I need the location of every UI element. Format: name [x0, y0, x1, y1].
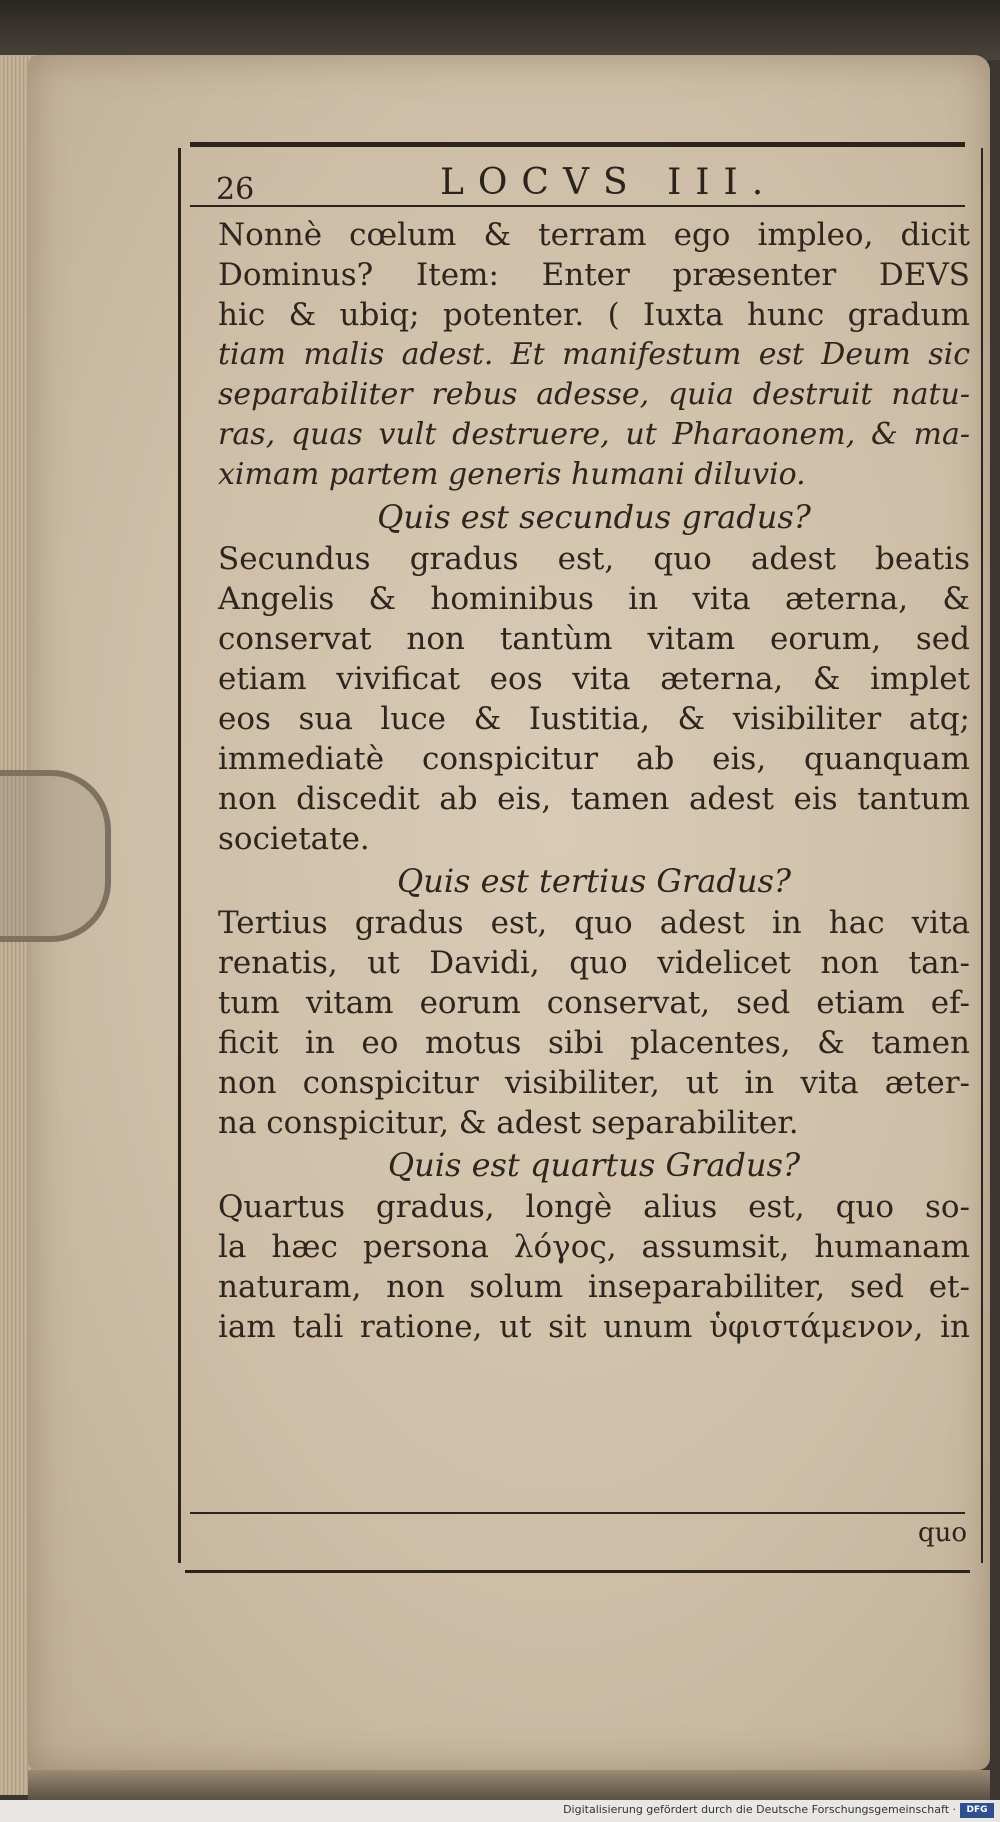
text-line: Nonnè cœlum & terram ego impleo, dicit	[218, 217, 970, 253]
text-line-italic: ximam partem generis humani diluvio.	[218, 457, 806, 492]
text-line: Secundus gradus est, quo adest beatis	[218, 541, 970, 577]
text-line: Dominus? Item: Enter præsenter DEVS	[218, 257, 970, 293]
footer-credit: Digitalisierung gefördert durch die Deutsche Forschungsgemeinschaft ·	[563, 1803, 956, 1816]
section-heading: Quis est tertius Gradus?	[396, 862, 792, 900]
bottom-rule	[190, 1512, 965, 1514]
digitization-footer	[0, 1800, 1000, 1822]
dfg-logo: DFG	[960, 1803, 994, 1818]
text-line: Quartus gradus, longè alius est, quo so-	[218, 1189, 970, 1225]
page-clip	[0, 770, 111, 942]
page-bottom-shadow	[28, 1770, 990, 1800]
text-line: etiam vivificat eos vita æterna, & implet	[218, 661, 970, 697]
text-line: Tertius gradus est, quo adest in hac vita	[218, 905, 970, 941]
section-heading: Quis est secundus gradus?	[377, 498, 811, 536]
text-line: non discedit ab eis, tamen adest eis tantum	[218, 781, 970, 817]
header-rule	[190, 205, 965, 207]
text-line-italic: tiam malis adest. Et manifestum est Deum sic	[218, 337, 970, 372]
text-line: na conspicitur, & adest separabiliter.	[218, 1105, 799, 1141]
body-text	[218, 215, 970, 1347]
text-line-italic: separabiliter rebus adesse, quia destruit natu-	[218, 377, 970, 412]
text-line: hic & ubiq; potenter. ( Iuxta hunc gradum	[218, 297, 970, 333]
text-line: ficit in eo motus sibi placentes, & tamen	[218, 1025, 970, 1061]
text-line: naturam, non solum inseparabiliter, sed et-	[218, 1269, 970, 1305]
text-line: immediatè conspicitur ab eis, quanquam	[218, 741, 970, 777]
text-line: iam tali ratione, ut sit unum ὑφιστάμενον, in	[218, 1309, 970, 1345]
frame-bottom-rule	[185, 1570, 970, 1573]
catchword: quo	[918, 1518, 968, 1548]
text-line: societate.	[218, 821, 370, 857]
text-line: non conspicitur visibiliter, ut in vita æter-	[218, 1065, 970, 1101]
top-rule	[190, 142, 965, 147]
text-line: la hæc persona λόγος, assumsit, humanam	[218, 1229, 970, 1265]
running-head: LOCVS III.	[440, 162, 778, 203]
text-line: eos sua luce & Iustitia, & visibiliter atq;	[218, 701, 970, 737]
page-number: 26	[216, 172, 255, 207]
text-line-italic: ras, quas vult destruere, ut Pharaonem, & ma-	[218, 417, 970, 452]
text-line: Angelis & hominibus in vita æterna, &	[218, 581, 970, 617]
scan-background-top	[0, 0, 1000, 60]
section-heading: Quis est quartus Gradus?	[387, 1146, 801, 1184]
text-line: tum vitam eorum conservat, sed etiam ef-	[218, 985, 970, 1021]
text-line: renatis, ut Davidi, quo videlicet non tan-	[218, 945, 970, 981]
text-line: conservat non tantùm vitam eorum, sed	[218, 621, 970, 657]
